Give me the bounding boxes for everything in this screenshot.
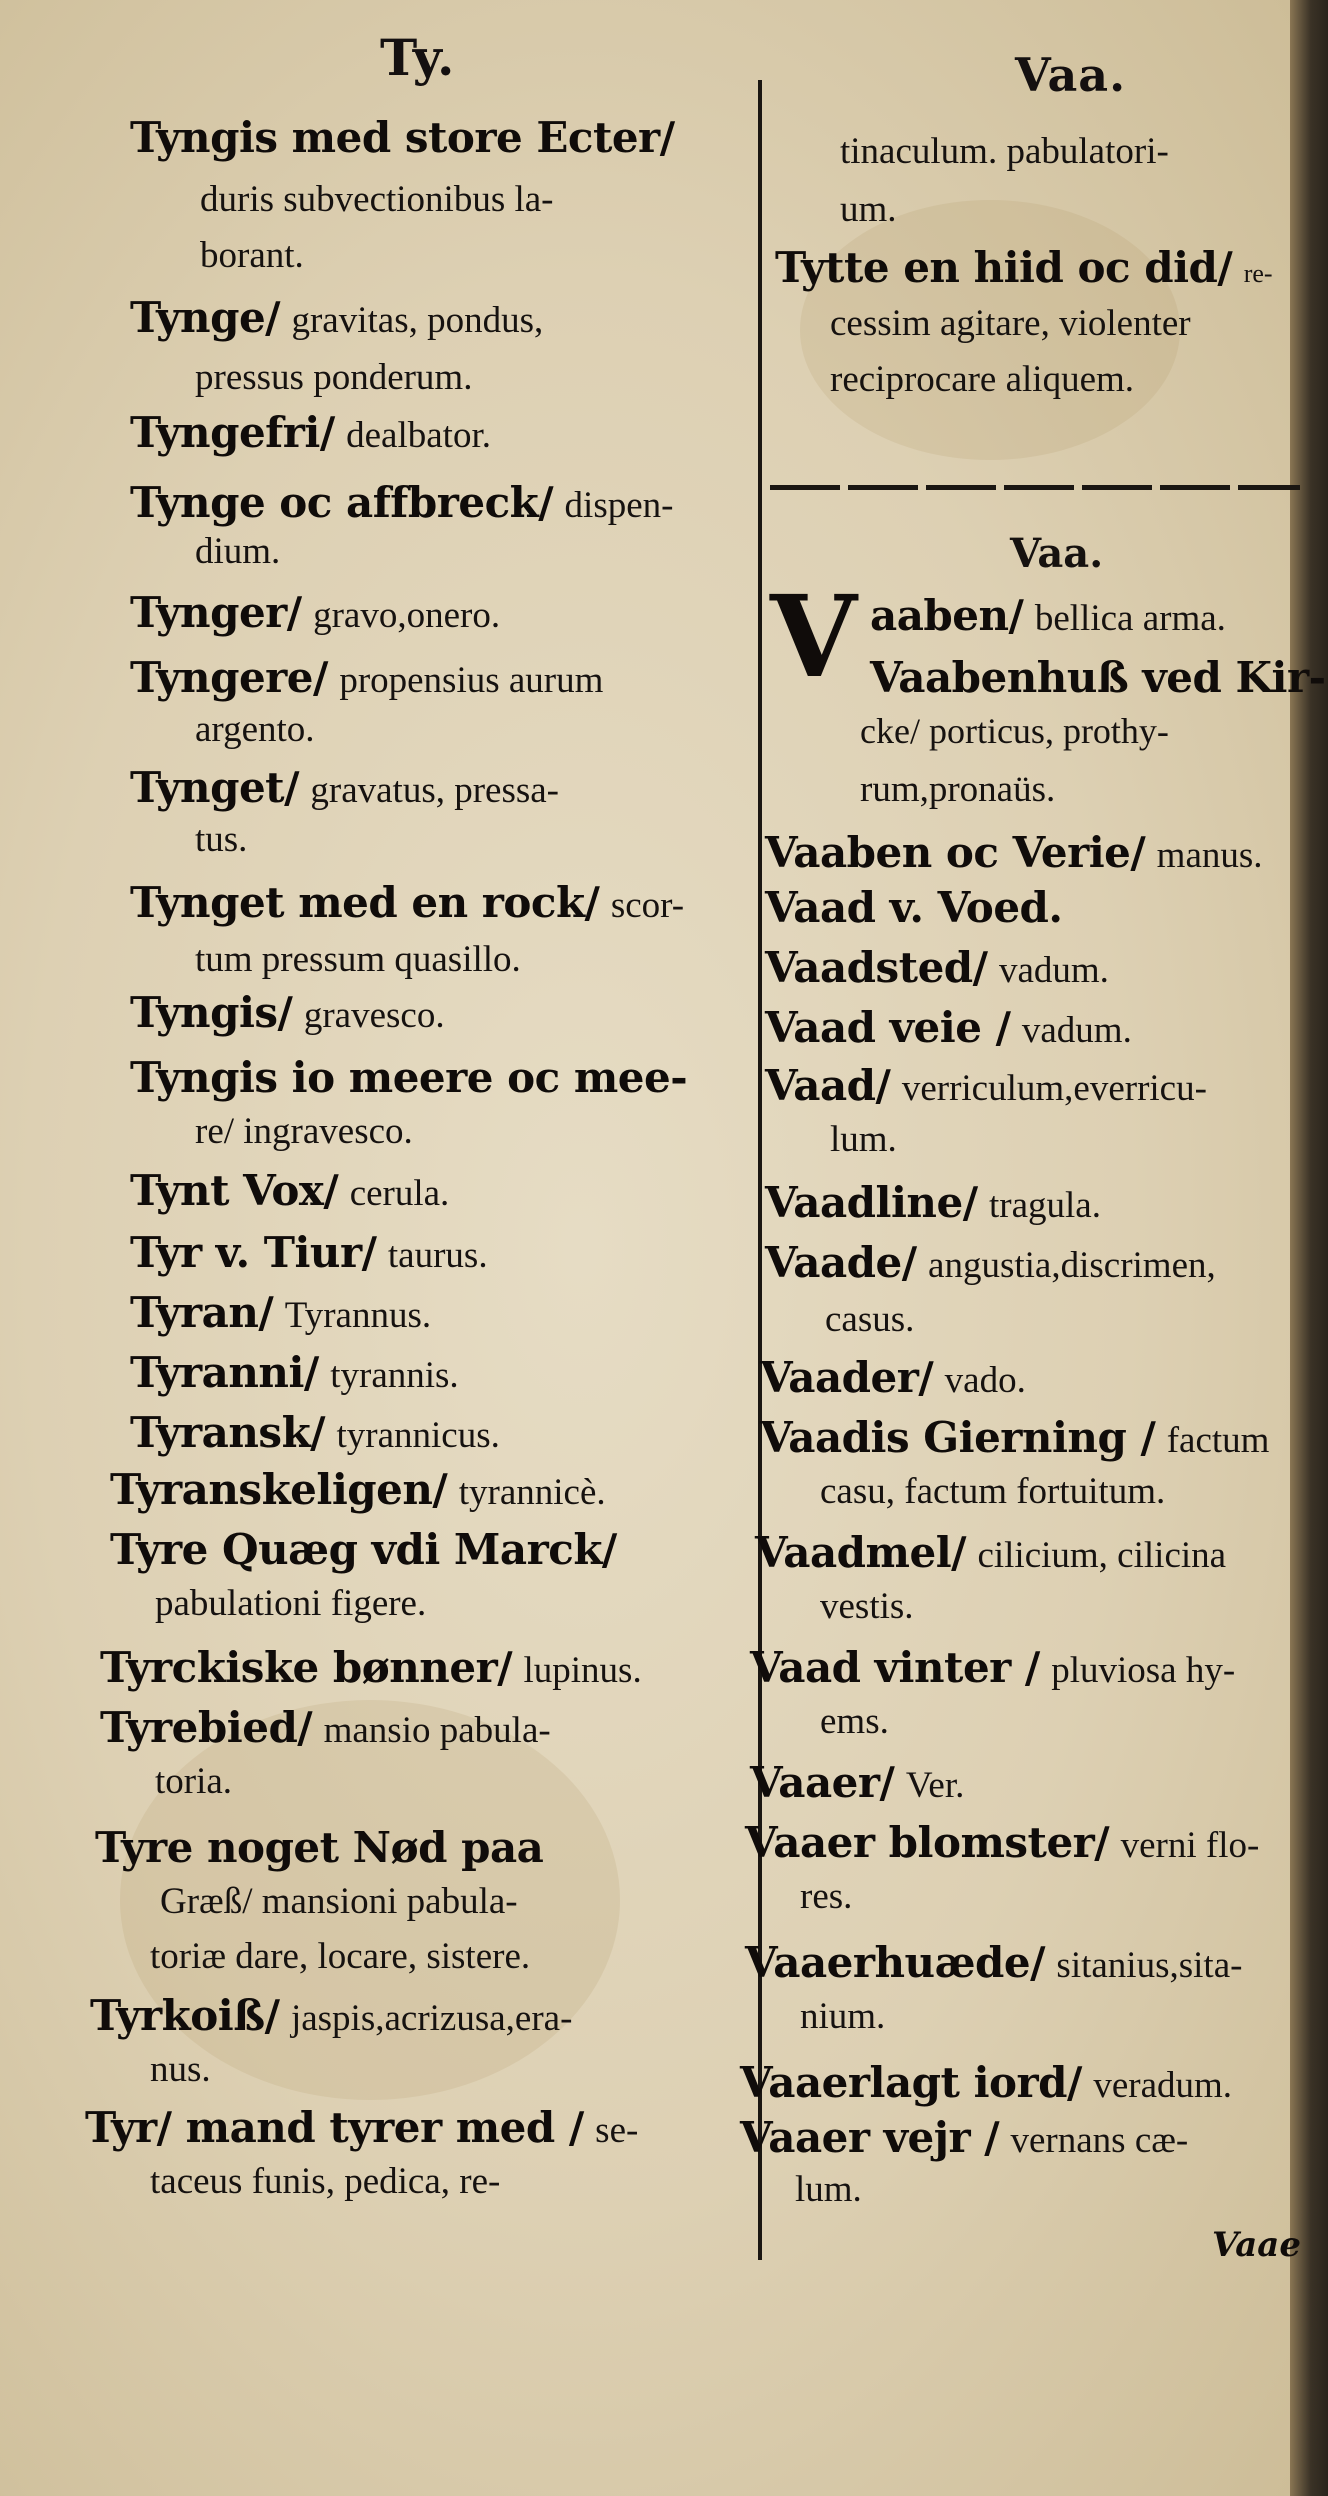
dictionary-entry	[765, 1000, 1132, 1059]
dictionary-entry	[130, 1285, 431, 1344]
headword: Tyngefri/	[130, 408, 335, 457]
headword: Vaaerhuæde/	[745, 1938, 1045, 1987]
entry-continuation: reciprocare aliquem.	[830, 359, 1135, 400]
gloss: tragula.	[989, 1185, 1101, 1226]
headword: Vaad/	[765, 1061, 891, 1110]
dictionary-entry	[745, 1815, 1259, 1874]
headword: Vaad vinter /	[750, 1643, 1040, 1692]
headword: Vaade/	[765, 1238, 917, 1287]
headword: Vaad v. Voed.	[765, 883, 1063, 932]
entry-continuation: um.	[840, 189, 897, 230]
section-heading: Vaa.	[1010, 530, 1104, 577]
gloss: lupinus.	[523, 1650, 642, 1691]
headword: Vaadis Gierning /	[760, 1413, 1156, 1462]
gloss: veradum.	[1093, 2065, 1233, 2106]
entry-continuation: casus.	[825, 1299, 915, 1340]
entry-continuation: nus.	[150, 2049, 211, 2090]
dictionary-entry	[750, 1755, 964, 1814]
entry-continuation: tus.	[195, 819, 248, 860]
entry-continuation: argento.	[195, 709, 315, 750]
gloss: dealbator.	[346, 415, 491, 456]
dictionary-entry	[130, 1225, 488, 1284]
gloss: cilicium, cilicina	[977, 1535, 1227, 1576]
headword: Vaaer vejr /	[740, 2113, 1000, 2162]
dictionary-entry	[765, 880, 1063, 939]
dictionary-entry	[765, 940, 1109, 999]
dictionary-entry	[745, 1935, 1242, 1994]
entry-continuation: cke/ porticus, prothy-	[860, 711, 1169, 751]
headword: Tyrckiske bønner/	[100, 1643, 513, 1692]
gloss: re-	[1243, 259, 1273, 288]
decorated-initial: V	[770, 572, 857, 703]
dictionary-entry	[100, 1640, 642, 1699]
right-running-head: Vaa.	[1015, 48, 1127, 102]
headword: Vaadsted/	[765, 943, 988, 992]
gloss: propensius aurum	[339, 660, 604, 701]
gloss: pluviosa hy-	[1051, 1650, 1236, 1691]
dictionary-entry	[95, 1820, 543, 1879]
headword: Vaaer blomster/	[745, 1818, 1110, 1867]
headword: Tyranni/	[130, 1348, 319, 1397]
gloss: dispen-	[564, 485, 674, 526]
headword: Tyngis io meere oc mee-	[130, 1053, 688, 1102]
entry-continuation: Græß/ mansioni pabula-	[160, 1881, 518, 1922]
dictionary-entry	[870, 588, 1226, 647]
headword: Vaaben oc Verie/	[765, 828, 1146, 877]
gloss: vado.	[944, 1360, 1026, 1401]
headword: Tyre noget Nød paa	[95, 1823, 544, 1872]
dictionary-entry	[100, 1700, 551, 1759]
entry-continuation: vestis.	[820, 1586, 914, 1627]
headword: aaben/	[870, 591, 1024, 640]
entry-continuation: res.	[800, 1876, 853, 1917]
dictionary-entry	[130, 985, 445, 1044]
dictionary-entry	[740, 2055, 1232, 2114]
gloss: taurus.	[387, 1235, 488, 1276]
gloss: factum	[1166, 1420, 1270, 1461]
headword: Tynt Vox/	[130, 1166, 339, 1215]
dictionary-entry	[130, 585, 500, 644]
gloss: vernans cæ-	[1010, 2120, 1189, 2161]
gloss: gravesco.	[303, 995, 445, 1036]
gloss: Tyrannus.	[284, 1295, 432, 1336]
gloss: tyrannicus.	[336, 1415, 500, 1456]
headword: Tyrebied/	[100, 1703, 313, 1752]
dictionary-entry	[760, 1410, 1269, 1469]
dictionary-entry	[130, 875, 684, 934]
headword: Vaadline/	[765, 1178, 978, 1227]
dictionary-entry	[765, 825, 1263, 884]
entry-continuation: lum.	[830, 1119, 897, 1160]
column-divider	[758, 80, 762, 2260]
headword: Tyngis/	[130, 988, 293, 1037]
entry-continuation: pabulationi figere.	[155, 1583, 427, 1624]
gloss: se-	[595, 2110, 639, 2151]
dictionary-entry	[130, 405, 491, 464]
dictionary-entry	[870, 650, 1326, 709]
gloss: tyrannicè.	[458, 1472, 606, 1513]
entry-continuation: tum pressum quasillo.	[195, 939, 521, 980]
headword: Vaader/	[760, 1353, 934, 1402]
dictionary-entry	[110, 1462, 606, 1521]
dictionary-entry	[765, 1058, 1207, 1117]
dictionary-entry	[765, 1235, 1216, 1294]
dictionary-entry	[750, 1640, 1235, 1699]
catchword: Vaae	[1212, 2225, 1301, 2265]
left-running-head: Ty.	[380, 28, 456, 87]
headword: Vaaerlagt iord/	[740, 2058, 1082, 2107]
dictionary-entry	[130, 1163, 449, 1222]
headword: Vaadmel/	[755, 1528, 966, 1577]
dictionary-entry	[755, 1525, 1226, 1584]
gloss: angustia,discrimen,	[928, 1245, 1216, 1286]
gloss: sitanius,sita-	[1056, 1945, 1243, 1986]
dictionary-entry	[110, 1522, 617, 1581]
dictionary-entry	[85, 2100, 638, 2159]
gloss: gravitas, pondus,	[291, 300, 544, 341]
headword: Tynget/	[130, 763, 299, 812]
gloss: verriculum,everricu-	[901, 1068, 1207, 1109]
headword: Tyran/	[130, 1288, 274, 1337]
gloss: jaspis,acrizusa,era-	[290, 1998, 573, 2039]
entry-continuation: dium.	[195, 531, 281, 572]
dictionary-entry	[775, 240, 1273, 302]
headword: Tynge/	[130, 293, 281, 342]
dictionary-entry	[90, 1988, 572, 2047]
dictionary-entry	[130, 1050, 687, 1109]
gloss: Ver.	[905, 1765, 965, 1806]
entry-continuation: pressus ponderum.	[195, 357, 473, 398]
gloss: cerula.	[349, 1173, 450, 1214]
headword: Tyrkoiß/	[90, 1991, 280, 2040]
headword: Tyranskeligen/	[110, 1465, 448, 1514]
page-edge	[1290, 0, 1328, 2496]
headword: Tyr/ mand tyrer med /	[85, 2103, 584, 2152]
dictionary-entry	[130, 290, 543, 349]
entry-continuation: re/ ingravesco.	[195, 1111, 413, 1152]
headword: Vaad veie /	[765, 1003, 1011, 1052]
gloss: vadum.	[998, 950, 1109, 991]
headword: Tyngere/	[130, 653, 328, 702]
entry-continuation: nium.	[800, 1996, 886, 2037]
entry-continuation: casu, factum fortuitum.	[820, 1471, 1166, 1512]
gloss: tyrannis.	[330, 1355, 459, 1396]
entry-continuation: borant.	[200, 235, 304, 276]
entry-continuation: lum.	[795, 2169, 862, 2210]
gloss: gravo,onero.	[313, 595, 501, 636]
entry-continuation: tinaculum. pabulatori-	[840, 131, 1169, 172]
entry-continuation: toriæ dare, locare, sistere.	[150, 1936, 531, 1977]
dictionary-entry	[765, 1175, 1101, 1234]
entry-continuation: ems.	[820, 1701, 889, 1742]
gloss: bellica arma.	[1034, 598, 1226, 639]
entry-continuation: rum,pronaüs.	[860, 769, 1056, 810]
headword: Tyngis med store Ecter/	[130, 113, 675, 162]
headword: Tyransk/	[130, 1408, 326, 1457]
headword: Tytte en hiid oc did/	[775, 243, 1233, 292]
dictionary-entry	[130, 1405, 500, 1464]
entry-continuation: duris subvectionibus la-	[200, 179, 554, 220]
dictionary-entry	[130, 475, 673, 534]
entry-continuation: toria.	[155, 1761, 233, 1802]
entry-continuation: taceus funis, pedica, re-	[150, 2161, 501, 2202]
gloss: scor-	[610, 885, 685, 926]
dictionary-entry	[760, 1350, 1026, 1409]
gloss: vadum.	[1021, 1010, 1132, 1051]
dictionary-entry	[130, 1345, 459, 1404]
headword: Tyre Quæg vdi Marck/	[110, 1525, 617, 1574]
gloss: mansio pabula-	[323, 1710, 551, 1751]
section-rule	[770, 485, 1300, 490]
gloss: manus.	[1156, 835, 1263, 876]
dictionary-entry	[130, 760, 559, 819]
dictionary-entry	[130, 650, 603, 709]
headword: Tynger/	[130, 588, 302, 637]
headword: Vaaer/	[750, 1758, 895, 1807]
headword: Tynge oc affbreck/	[130, 478, 554, 527]
entry-continuation: cessim agitare, violenter	[830, 303, 1191, 344]
dictionary-entry	[740, 2110, 1188, 2169]
gloss: verni flo-	[1120, 1825, 1260, 1866]
headword: Tynget med en rock/	[130, 878, 600, 927]
dictionary-entry	[130, 110, 675, 169]
gloss: gravatus, pressa-	[310, 770, 560, 811]
headword: Tyr v. Tiur/	[130, 1228, 377, 1277]
headword: Vaabenhuß ved Kir-	[870, 653, 1326, 702]
